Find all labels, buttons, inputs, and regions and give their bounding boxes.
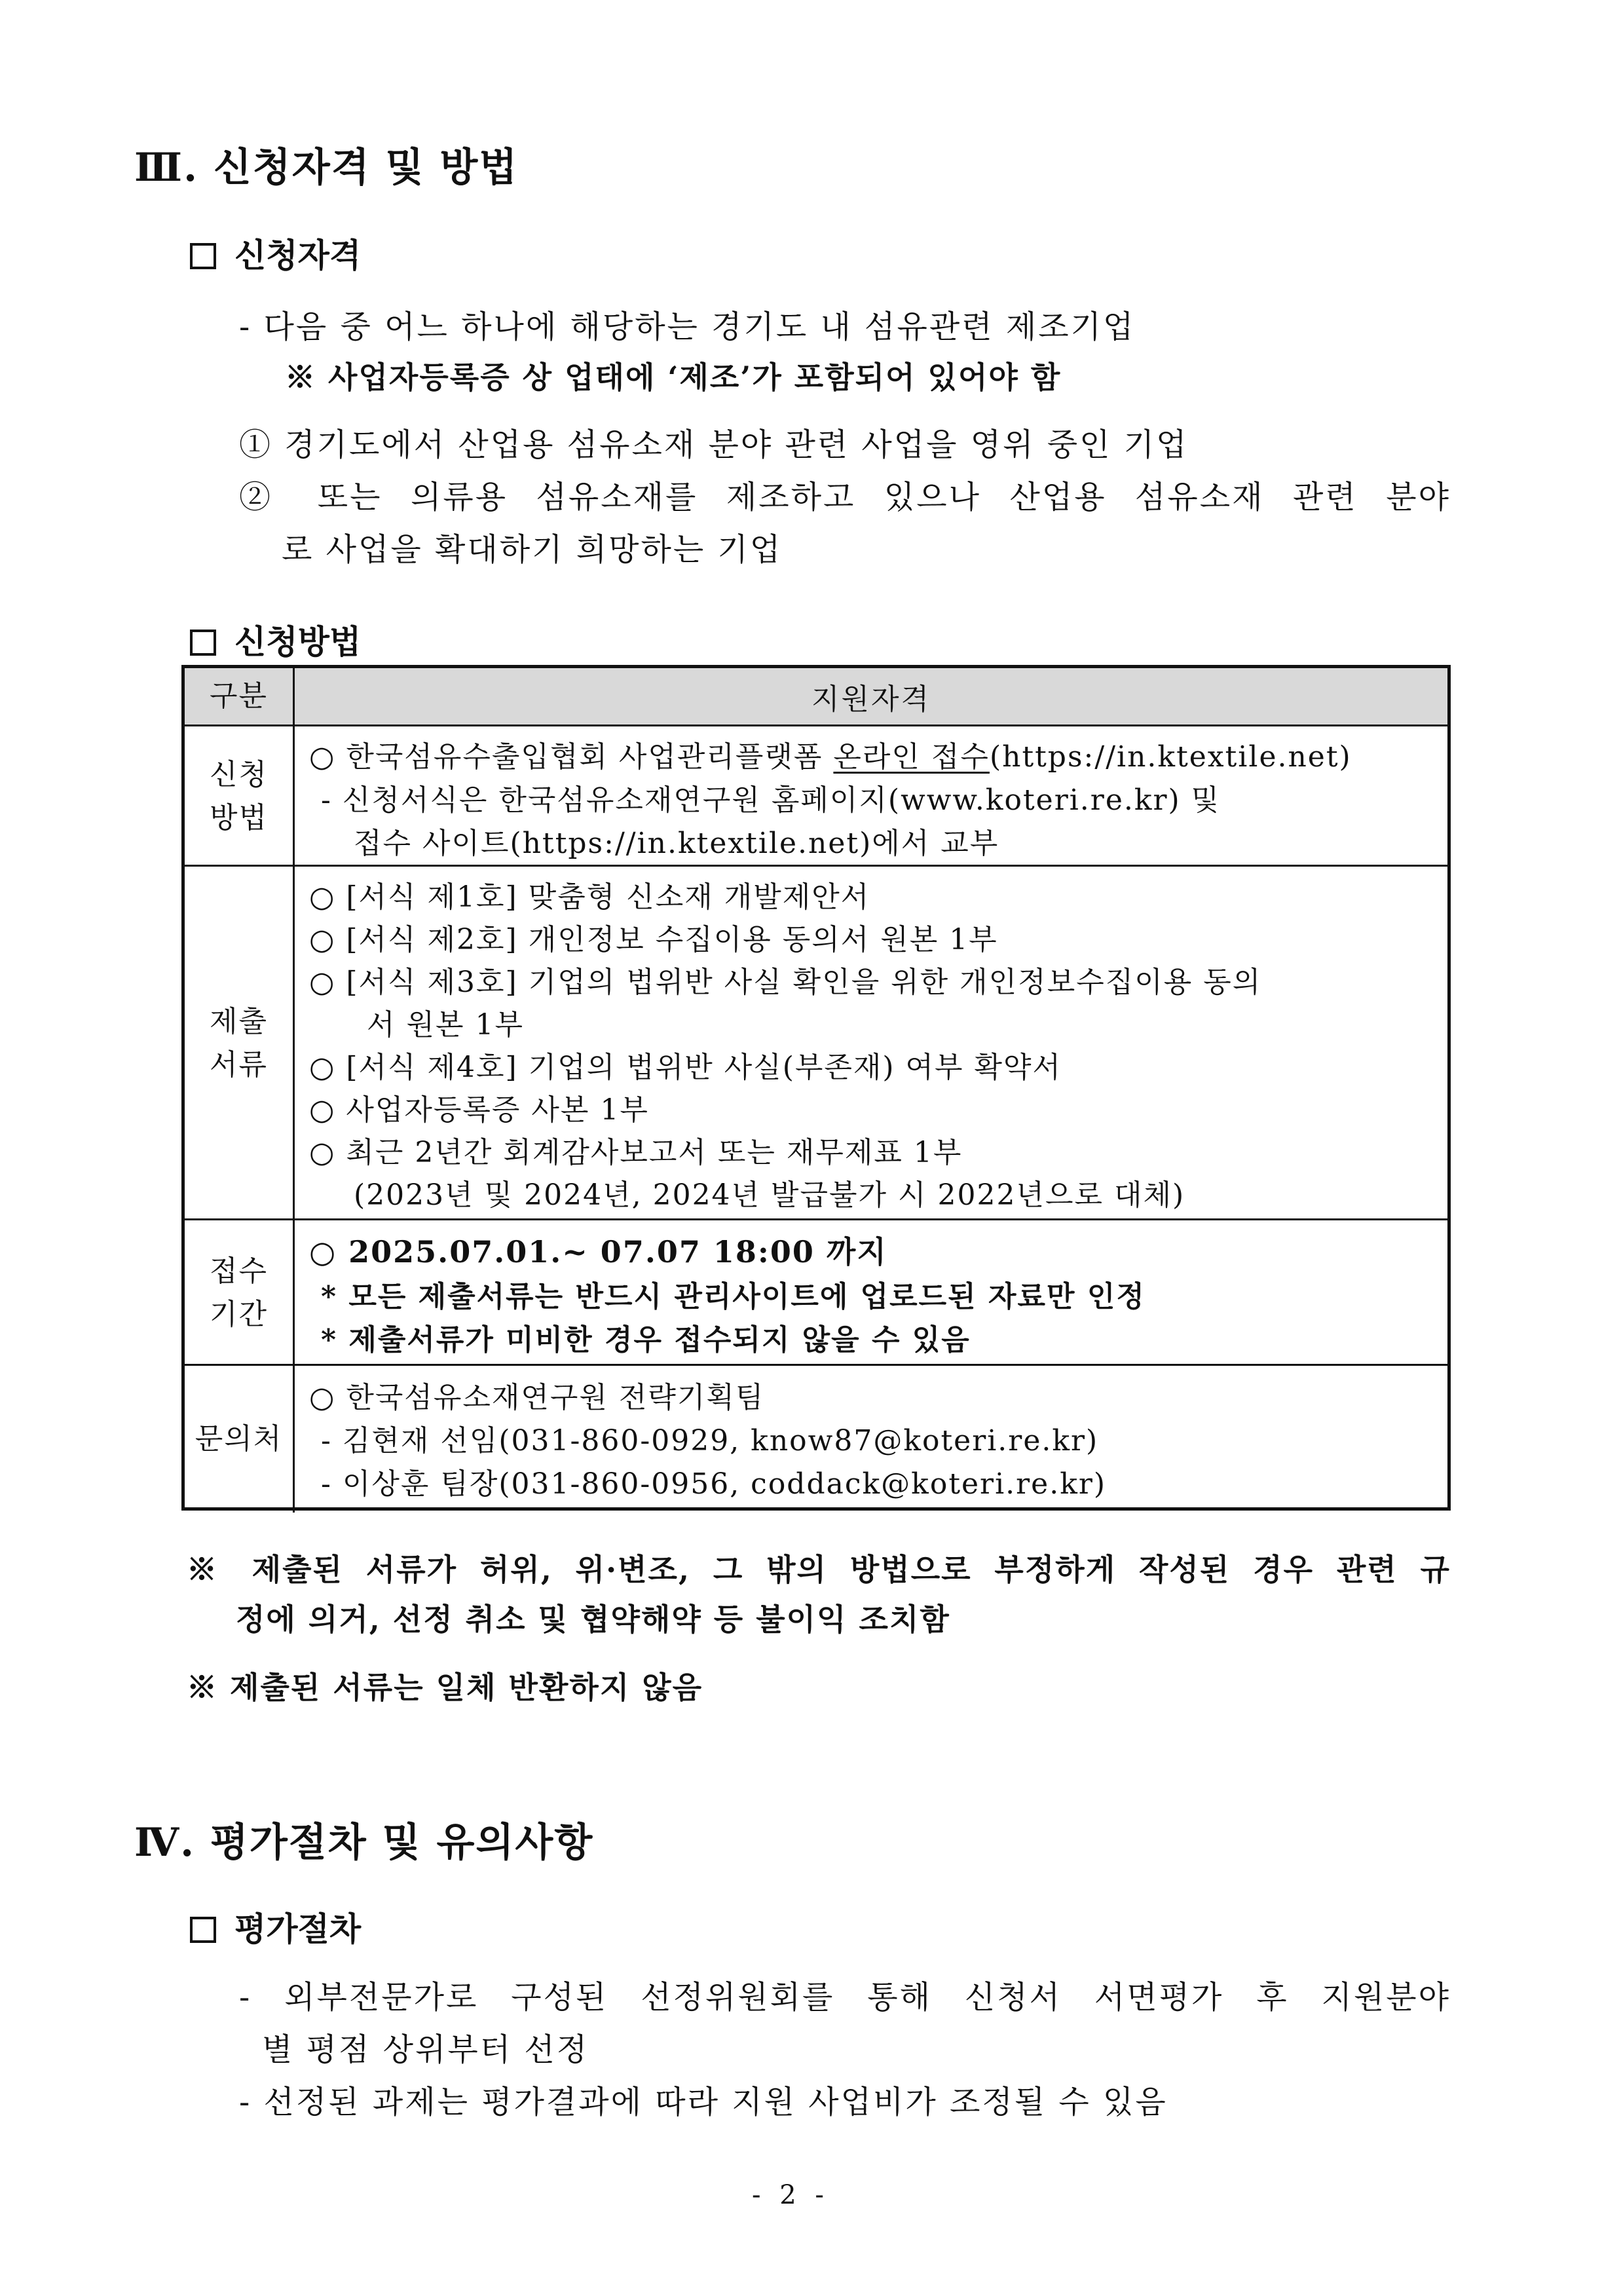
- application-table: [181, 665, 1451, 1511]
- table-row-period: [185, 1218, 1447, 1366]
- warning-note-1-line-1: ※ 제출된 서류가 허위, 위·변조, 그 밖의 방법으로 부정하게 작성된 경우 관련 규: [187, 1552, 1451, 1587]
- warning-note-1-line-2: 정에 의거, 선정 취소 및 협약해약 등 불이익 조치함: [236, 1602, 950, 1637]
- eligibility-heading: [190, 229, 361, 276]
- eligibility-intro: - 다음 중 어느 하나에 해당하는 경기도 내 섬유관련 제조기업: [239, 309, 1136, 345]
- warning-note-2: ※ 제출된 서류는 일체 반환하지 않음: [187, 1670, 703, 1705]
- period-dates: ○ 2025.07.01.~ 07.07 18:00 까지: [309, 1234, 887, 1270]
- procedure-line-1: - 외부전문가로 구성된 선정위원회를 통해 신청서 서면평가 후 지원분야: [239, 1979, 1451, 2016]
- section-4-title: Ⅳ. 평가절차 및 유의사항: [134, 1820, 594, 1866]
- apply-url-text: (https://in.ktextile.net): [989, 740, 1352, 774]
- section-3-title: Ⅲ. 신청자격 및 방법: [134, 145, 519, 191]
- row-label-contact: 문의처: [185, 1366, 295, 1513]
- period-note-1: * 모든 제출서류는 반드시 관리사이트에 업로드된 자료만 인정: [321, 1280, 1146, 1313]
- document-item: ○ 최근 2년간 회계감사보고서 또는 재무제표 1부: [309, 1136, 963, 1169]
- row-label-apply: 신청 방법: [185, 726, 295, 867]
- online-submission-text: 온라인 접수: [833, 740, 990, 774]
- period-note-2: * 제출서류가 미비한 경우 접수되지 않을 수 있음: [321, 1323, 971, 1357]
- apply-line-1: [309, 733, 1352, 775]
- eligibility-note: ※ 사업자등록증 상 업태에 ‘제조’가 포함되어 있어야 함: [285, 360, 1062, 395]
- contact-person-2: - 이상훈 팀장(031-860-0956, coddack@koteri.re.kr): [321, 1467, 1107, 1501]
- document-item-continued: 서 원본 1부: [367, 1008, 524, 1042]
- eligibility-item-2-line-1: ② 또는 의류용 섬유소재를 제조하고 있으나 산업용 섬유소재 관련 분야: [239, 479, 1451, 516]
- procedure-line-3: - 선정된 과제는 평가결과에 따라 지원 사업비가 조정될 수 있음: [239, 2084, 1168, 2120]
- row-label-documents: 제출 서류: [185, 867, 295, 1220]
- table-header-qualification: 지원자격: [811, 683, 931, 716]
- document-item: ○ [서식 제1호] 맞춤형 신소재 개발제안서: [309, 880, 870, 914]
- method-heading: [190, 616, 361, 663]
- contact-person-1: - 김현재 선임(031-860-0929, know87@koteri.re.kr): [321, 1424, 1099, 1458]
- procedure-heading-text: 평가절차: [234, 1910, 362, 1948]
- document-item: ○ 사업자등록증 사본 1부: [309, 1093, 649, 1127]
- eligibility-heading-text: 신청자격: [234, 236, 362, 274]
- checkbox-square-icon: [190, 630, 216, 656]
- checkbox-square-icon: [190, 243, 216, 269]
- eligibility-item-1: ① 경기도에서 산업용 섬유소재 분야 관련 사업을 영위 중인 기업: [239, 426, 1189, 463]
- apply-line-3: 접수 사이트(https://in.ktextile.net)에서 교부: [354, 827, 999, 860]
- contact-team: ○ 한국섬유소재연구원 전략기획팀: [309, 1381, 765, 1414]
- document-item: ○ [서식 제4호] 기업의 법위반 사실(부존재) 여부 확약서: [309, 1051, 1062, 1084]
- apply-line-2: - 신청서식은 한국섬유소재연구원 홈페이지(www.koteri.re.kr) 및: [321, 783, 1221, 817]
- table-header-category: 구분: [185, 668, 295, 725]
- table-row-apply: [185, 725, 1447, 867]
- document-item: ○ [서식 제2호] 개인정보 수집이용 동의서 원본 1부: [309, 923, 998, 956]
- procedure-heading: [190, 1903, 361, 1950]
- document-item: ○ [서식 제3호] 기업의 법위반 사실 확인을 위한 개인정보수집이용 동의: [309, 966, 1262, 999]
- document-item-continued: (2023년 및 2024년, 2024년 발급불가 시 2022년으로 대체): [354, 1178, 1185, 1212]
- method-heading-text: 신청방법: [234, 622, 362, 661]
- apply-platform-text: ○ 한국섬유수출입협회 사업관리플랫폼: [309, 740, 834, 774]
- row-label-period: 접수 기간: [185, 1220, 295, 1366]
- table-row-documents: [185, 865, 1447, 1220]
- eligibility-item-2-line-2: 로 사업을 확대하기 희망하는 기업: [282, 531, 783, 568]
- page-number: - 2 -: [752, 2180, 829, 2210]
- procedure-line-2: 별 평점 상위부터 선정: [262, 2031, 589, 2068]
- table-header-row: [185, 668, 1447, 725]
- checkbox-square-icon: [190, 1917, 216, 1943]
- table-row-contact: [185, 1364, 1447, 1513]
